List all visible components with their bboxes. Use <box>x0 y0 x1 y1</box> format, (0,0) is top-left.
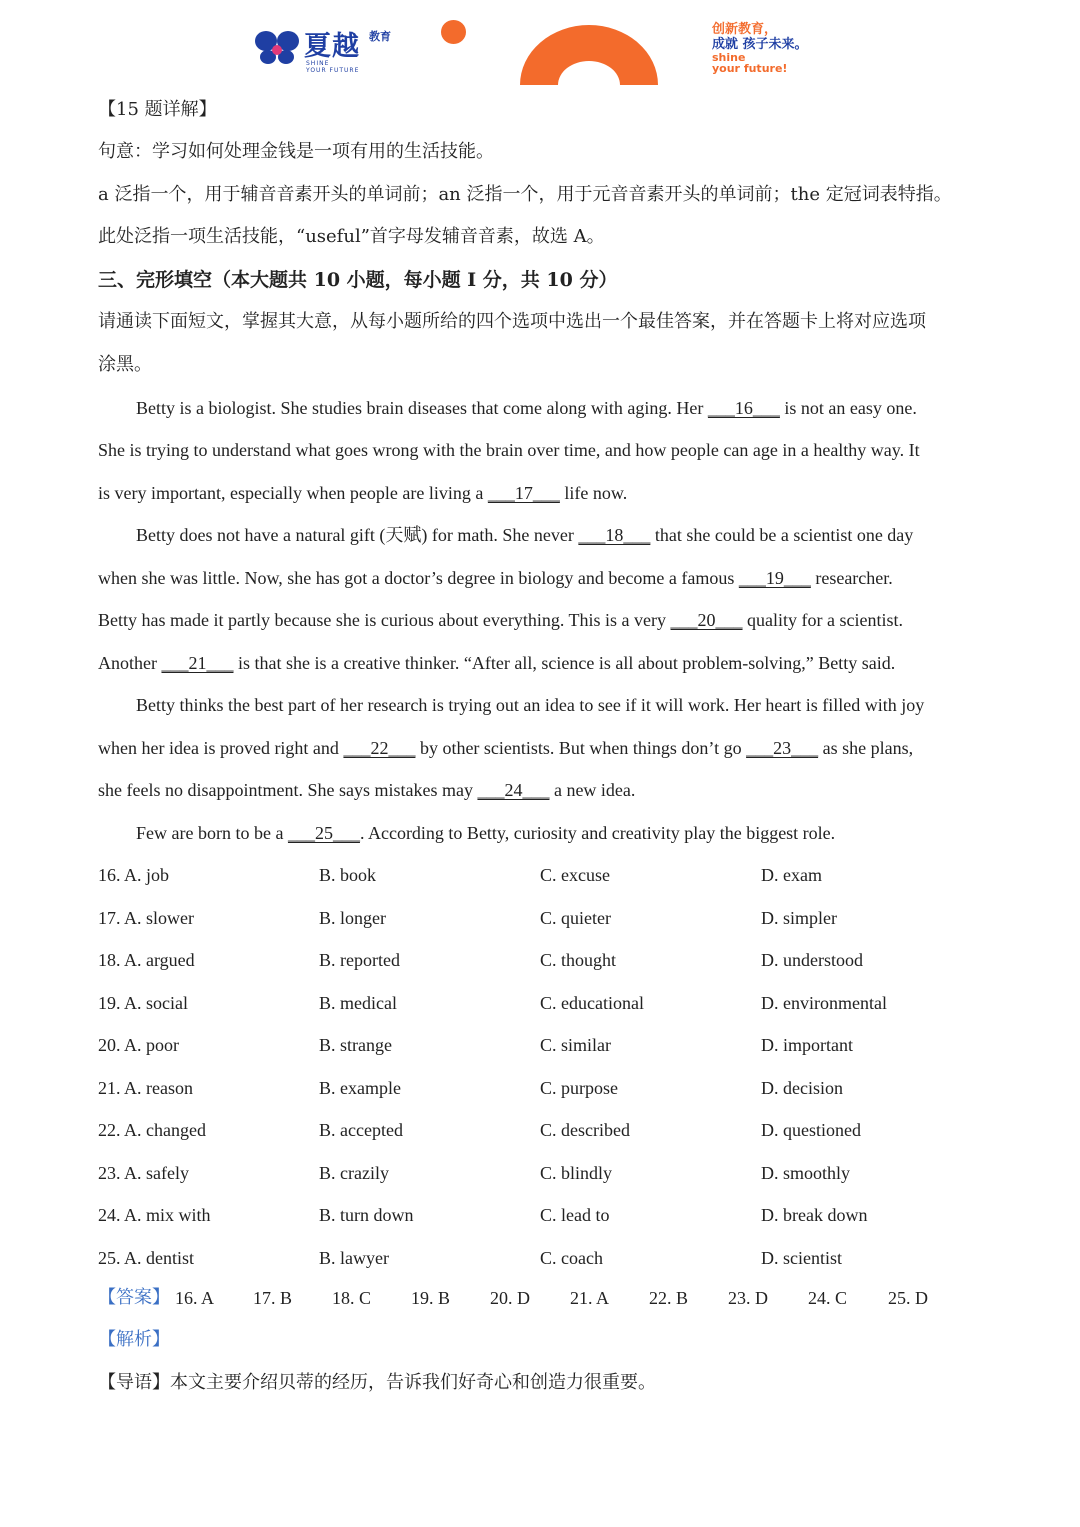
answer-item: 20. D <box>490 1288 530 1308</box>
option-d: D. important <box>761 1035 853 1055</box>
brand-suffix: 教育 <box>369 30 391 43</box>
answer-item: 25. D <box>888 1288 928 1308</box>
option-d: D. exam <box>761 865 822 885</box>
option-a: 18. A. argued <box>98 950 195 970</box>
section-instruction-1: 请通读下面短文，掌握其大意，从每小题所给的四个选项中选出一个最佳答案，并在答题卡上将对应选项 <box>98 311 926 332</box>
blank-16: ___16___ <box>707 398 780 418</box>
option-b: B. book <box>319 865 377 885</box>
blank-21: ___21___ <box>161 653 234 673</box>
answer-item: 18. C <box>332 1288 372 1308</box>
passage-line: Betty does not have a natural gift (天赋) for math. She never ___18___ that she could be a scientist one day <box>136 525 914 545</box>
option-b: B. medical <box>319 993 397 1013</box>
orange-arch-decoration <box>520 25 658 85</box>
page-header <box>0 0 1080 95</box>
option-b: B. accepted <box>319 1120 403 1140</box>
answer-item: 21. A <box>570 1288 610 1308</box>
option-b: B. crazily <box>319 1163 389 1183</box>
option-c: C. coach <box>540 1248 603 1268</box>
q15-explain-1: a 泛指一个，用于辅音音素开头的单词前；an 泛指一个，用于元音音素开头的单词前；the 定冠词表特指。 <box>98 184 952 205</box>
option-a: 19. A. social <box>98 993 188 1013</box>
passage-line: when she was little. Now, she has got a doctor’s degree in biology and become a famous ___19___ researcher. <box>98 568 893 588</box>
passage-line: Another ___21___ is that she is a creative thinker. “After all, science is all about problem-solving,” Betty said. <box>98 653 896 673</box>
orange-dot-decoration <box>441 20 466 44</box>
option-c: C. similar <box>540 1035 611 1055</box>
option-c: C. blindly <box>540 1163 613 1183</box>
passage-line: she feels no disappointment. She says mistakes may ___24___ a new idea. <box>98 780 636 800</box>
brand-tagline: SHINE YOUR FUTURE <box>306 60 360 74</box>
option-d: D. decision <box>761 1078 843 1098</box>
option-c: C. lead to <box>540 1205 610 1225</box>
analysis-label: 【解析】 <box>98 1329 170 1350</box>
butterfly-icon <box>254 28 300 68</box>
option-b: B. example <box>319 1078 401 1098</box>
blank-22: ___22___ <box>343 738 416 758</box>
option-b: B. turn down <box>319 1205 414 1225</box>
answer-item: 23. D <box>728 1288 768 1308</box>
answer-item: 16. A <box>175 1288 215 1308</box>
option-a: 25. A. dentist <box>98 1248 195 1268</box>
answer-item: 24. C <box>808 1288 848 1308</box>
option-d: D. questioned <box>761 1120 861 1140</box>
passage-line: is very important, especially when people are living a ___17___ life now. <box>98 483 628 503</box>
brand-name: 夏越 <box>304 31 360 62</box>
option-d: D. simpler <box>761 908 837 928</box>
option-d: D. smoothly <box>761 1163 851 1183</box>
passage-line: Few are born to be a ___25___. According to Betty, curiosity and creativity play the biggest role. <box>136 823 836 843</box>
option-d: D. environmental <box>761 993 887 1013</box>
option-a: 24. A. mix with <box>98 1205 211 1225</box>
option-c: C. excuse <box>540 865 610 885</box>
blank-24: ___24___ <box>477 780 550 800</box>
section-instruction-2: 涂黑。 <box>98 354 152 375</box>
option-c: C. purpose <box>540 1078 618 1098</box>
option-b: B. strange <box>319 1035 392 1055</box>
blank-17: ___17___ <box>487 483 560 503</box>
option-b: B. longer <box>319 908 386 928</box>
passage-line: Betty has made it partly because she is curious about everything. This is a very ___20___ quality for a scientist. <box>98 610 903 630</box>
option-a: 22. A. changed <box>98 1120 206 1140</box>
brand-logo <box>254 22 404 77</box>
option-c: C. described <box>540 1120 630 1140</box>
option-a: 21. A. reason <box>98 1078 193 1098</box>
option-d: D. break down <box>761 1205 868 1225</box>
answer-item: 22. B <box>649 1288 689 1308</box>
option-c: C. educational <box>540 993 644 1013</box>
passage-line: Betty is a biologist. She studies brain diseases that come along with aging. Her ___16___ is not an easy one. <box>136 398 917 418</box>
option-a: 17. A. slower <box>98 908 194 928</box>
option-b: B. lawyer <box>319 1248 389 1268</box>
blank-20: ___20___ <box>670 610 743 630</box>
option-a: 16. A. job <box>98 865 170 885</box>
option-b: B. reported <box>319 950 400 970</box>
option-c: C. thought <box>540 950 617 970</box>
answer-label: 【答案】 <box>98 1287 170 1308</box>
option-a: 23. A. safely <box>98 1163 189 1183</box>
q15-explain-2: 此处泛指一项生活技能，“useful”首字母发辅音音素，故选 A。 <box>98 226 605 247</box>
answer-item: 19. B <box>411 1288 451 1308</box>
q15-meaning: 句意：学习如何处理金钱是一项有用的生活技能。 <box>98 141 494 162</box>
answer-item: 17. B <box>253 1288 293 1308</box>
blank-19: ___19___ <box>738 568 811 588</box>
option-a: 20. A. poor <box>98 1035 179 1055</box>
slogan: 创新教育， 成就 孩子未来。 shine your future! <box>712 22 808 75</box>
option-c: C. quieter <box>540 908 611 928</box>
blank-18: ___18___ <box>578 525 651 545</box>
passage-line: when her idea is proved right and ___22___ by other scientists. But when things don’t go ___23___ as she plans, <box>98 738 914 758</box>
passage-line: Betty thinks the best part of her research is trying out an idea to see if it will work. Her heart is filled with joy <box>136 695 925 715</box>
q15-title: 【15 题详解】 <box>98 99 217 120</box>
option-d: D. understood <box>761 950 863 970</box>
section-heading: 三、完形填空（本大题共 10 小题，每小题 I 分，共 10 分） <box>98 269 618 291</box>
blank-25: ___25___ <box>287 823 360 843</box>
option-d: D. scientist <box>761 1248 842 1268</box>
analysis-intro: 【导语】本文主要介绍贝蒂的经历，告诉我们好奇心和创造力很重要。 <box>98 1372 656 1393</box>
passage-line: She is trying to understand what goes wrong with the brain over time, and how people can age in a healthy way. It <box>98 440 920 460</box>
blank-23: ___23___ <box>746 738 819 758</box>
